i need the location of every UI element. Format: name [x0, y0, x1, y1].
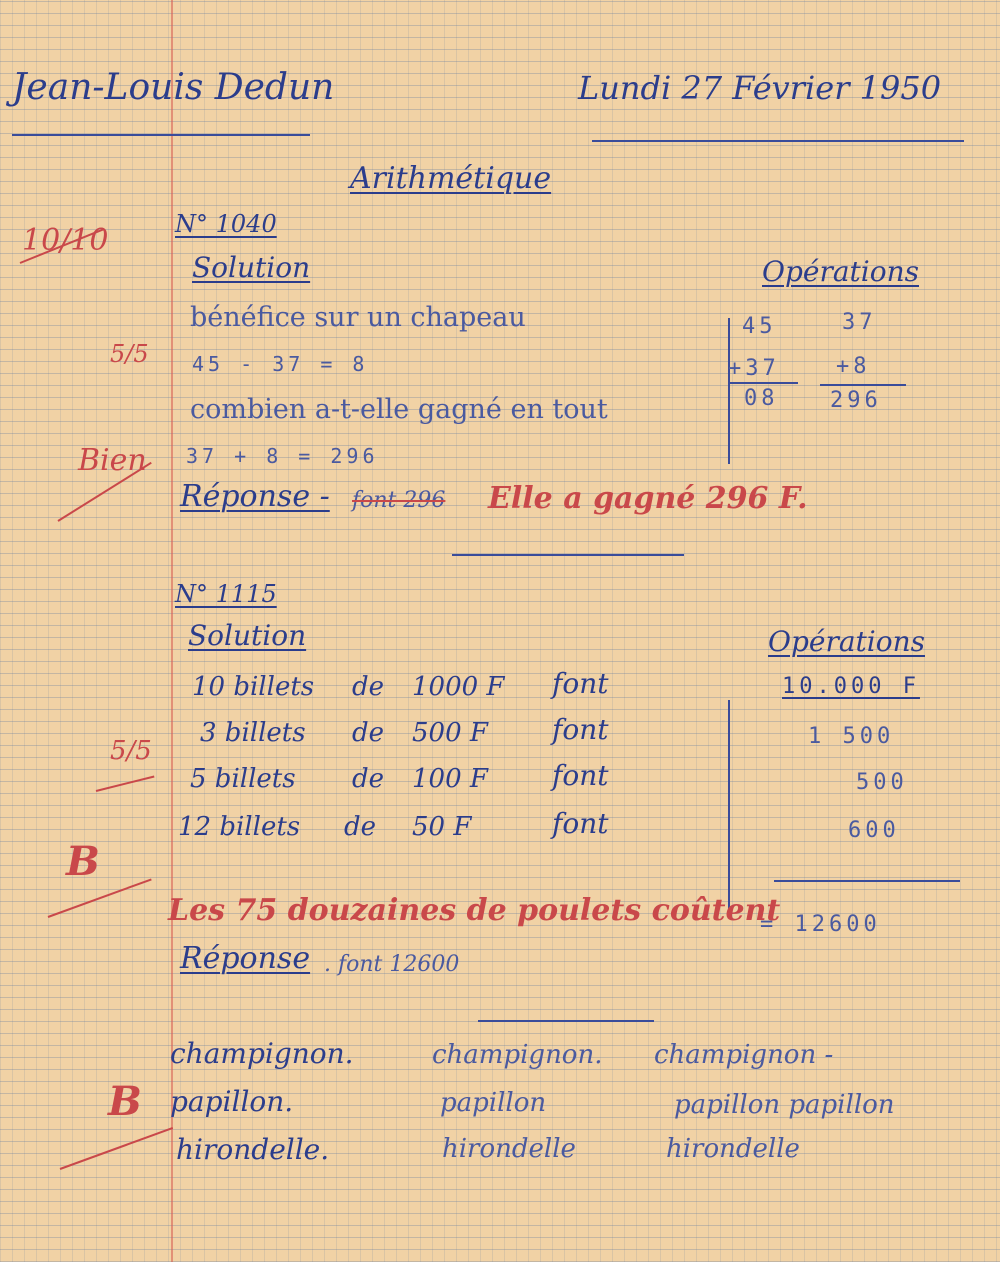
problem2-separator	[478, 1020, 654, 1022]
problem1-answer-label: Réponse -	[180, 479, 330, 514]
row-operation: 600	[848, 818, 900, 843]
problem1-operations-heading: Opérations	[762, 255, 919, 288]
problem2-operations-heading: Opérations	[768, 625, 925, 658]
student-name: Jean-Louis Dedun	[12, 67, 335, 108]
word-copy: champignon -	[654, 1040, 834, 1070]
row-operation: 10.000 F	[782, 674, 920, 699]
problem2-grade: 5/5	[110, 736, 152, 766]
problem1-side-mark: Bien	[78, 443, 147, 478]
word-copy: papillon papillon	[674, 1090, 895, 1120]
word-copy: papillon	[440, 1088, 547, 1118]
row-count: 5 billets	[190, 764, 296, 794]
op2-result: 296	[830, 388, 882, 413]
problem2-solution-heading: Solution	[188, 619, 307, 652]
word-model: papillon.	[170, 1085, 294, 1118]
op2-top: 37	[842, 310, 877, 335]
problem1-number: N° 1040	[175, 210, 277, 238]
op1-top: 45	[742, 314, 777, 339]
row-font: font	[552, 713, 609, 746]
page-date: Lundi 27 Février 1950	[578, 69, 942, 107]
problem1-answer-struck: font 296	[352, 488, 446, 513]
problem1-line1: bénéfice sur un chapeau	[190, 302, 526, 333]
word-copy: hirondelle	[442, 1134, 576, 1164]
problem1-answer-correction: Elle a gagné 296 F.	[488, 481, 808, 516]
problem2-total-line	[774, 880, 960, 882]
problem1-separator	[452, 554, 684, 556]
problem1-solution-heading: Solution	[192, 251, 311, 284]
problem1-operations-divider	[728, 318, 730, 464]
words-side-mark-stroke	[60, 1127, 173, 1170]
problem2-answer-text: . font 12600	[324, 952, 460, 977]
op2-add: +8	[836, 354, 871, 379]
word-copy: hirondelle	[666, 1134, 800, 1164]
problem1-grade: 10/10	[22, 223, 109, 258]
row-value: 50 F	[412, 812, 472, 842]
problem2-number: N° 1115	[175, 580, 277, 608]
row-value: 100 F	[412, 764, 488, 794]
problem1-line3: combien a-t-elle gagné en tout	[190, 394, 608, 425]
row-value: 500 F	[412, 718, 488, 748]
problem2-red-sentence: Les 75 douzaines de poulets coûtent	[168, 893, 781, 928]
problem2-answer-label: Réponse	[180, 941, 311, 976]
word-copy: champignon.	[432, 1040, 603, 1070]
problem2-total: = 12600	[760, 912, 881, 937]
word-model: champignon.	[170, 1037, 354, 1070]
row-operation: 1 500	[808, 724, 895, 749]
subject-title: Arithmétique	[350, 161, 552, 196]
row-font: font	[552, 667, 609, 700]
words-side-mark: B	[108, 1078, 142, 1125]
op2-result-line	[820, 384, 906, 386]
problem1-line4: 37 + 8 = 296	[186, 444, 379, 468]
row-count: 3 billets	[200, 718, 306, 748]
problem2-operations-divider	[728, 700, 730, 910]
name-underline	[12, 134, 310, 136]
row-font: font	[552, 807, 609, 840]
op1-result-line	[728, 382, 798, 384]
row-value: 1000 F	[412, 672, 505, 702]
problem2-side-mark: B	[66, 838, 100, 885]
op1-result: 08	[744, 386, 779, 411]
problem1-line-grade: 5/5	[110, 340, 149, 368]
row-font: font	[552, 759, 609, 792]
row-de: de	[352, 672, 385, 702]
row-de: de	[352, 718, 385, 748]
row-count: 10 billets	[192, 672, 315, 702]
op1-add: +37	[728, 356, 780, 381]
row-count: 12 billets	[178, 812, 301, 842]
row-operation: 500	[856, 770, 908, 795]
date-underline	[592, 140, 964, 142]
word-model: hirondelle.	[176, 1133, 330, 1166]
row-de: de	[352, 764, 385, 794]
row-de: de	[344, 812, 377, 842]
problem1-line2: 45 - 37 = 8	[192, 352, 369, 376]
problem2-grade-stroke	[96, 776, 155, 792]
